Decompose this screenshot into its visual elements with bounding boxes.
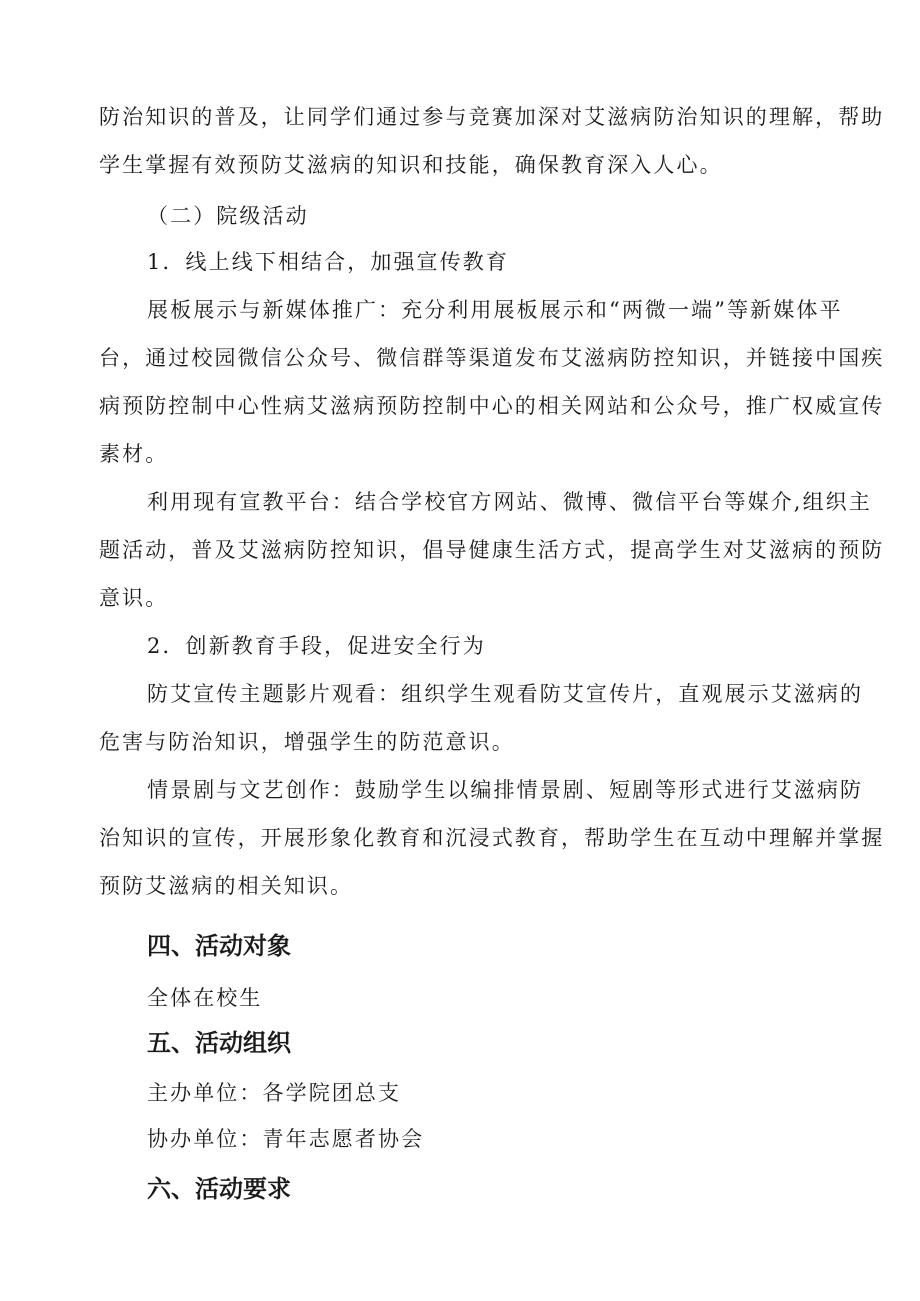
paragraph-platform-line-3: 意识。 <box>99 586 169 610</box>
item-2-title: 2．创新教育手段，促进安全行为 <box>147 634 486 658</box>
paragraph-exhibition-line-3: 病预防控制中心性病艾滋病预防控制中心的相关网站和公众号，推广权威宣传 <box>99 394 885 418</box>
paragraph-intro-line-1: 防治知识的普及，让同学们通过参与竞赛加深对艾滋病防治知识的理解，帮助 <box>99 105 885 129</box>
section-2-title: （二）院级活动 <box>147 204 309 228</box>
co-organizer-text: 协办单位：青年志愿者协会 <box>147 1127 425 1151</box>
paragraph-intro-line-2: 学生掌握有效预防艾滋病的知识和技能，确保教育深入人心。 <box>99 153 723 177</box>
target-text: 全体在校生 <box>147 986 263 1010</box>
paragraph-drama-line-2: 治知识的宣传，开展形象化教育和沉浸式教育，帮助学生在互动中理解并掌握 <box>99 826 885 850</box>
heading-activity-target: 四、活动对象 <box>147 932 291 960</box>
paragraph-exhibition-line-2: 台，通过校园微信公众号、微信群等渠道发布艾滋病防控知识，并链接中国疾 <box>99 346 885 370</box>
paragraph-platform-line-2: 题活动，普及艾滋病防控知识，倡导健康生活方式，提高学生对艾滋病的预防 <box>99 538 885 562</box>
paragraph-platform-line-1: 利用现有宣教平台：结合学校官方网站、微博、微信平台等媒介,组织主 <box>147 490 872 514</box>
heading-activity-requirements: 六、活动要求 <box>147 1175 291 1203</box>
organizer-text: 主办单位：各学院团总支 <box>147 1081 402 1105</box>
paragraph-drama-line-1: 情景剧与文艺创作：鼓励学生以编排情景剧、短剧等形式进行艾滋病防 <box>147 778 864 802</box>
item-1-title: 1．线上线下相结合，加强宣传教育 <box>147 250 509 274</box>
paragraph-film-line-1: 防艾宣传主题影片观看：组织学生观看防艾宣传片，直观展示艾滋病的 <box>147 682 864 706</box>
paragraph-exhibition-line-4: 素材。 <box>99 442 169 466</box>
paragraph-exhibition-line-1: 展板展示与新媒体推广：充分利用展板展示和“两微一端”等新媒体平 <box>147 298 843 322</box>
heading-activity-organization: 五、活动组织 <box>147 1029 291 1057</box>
paragraph-film-line-2: 危害与防治知识，增强学生的防范意识。 <box>99 730 515 754</box>
paragraph-drama-line-3: 预防艾滋病的相关知识。 <box>99 874 354 898</box>
